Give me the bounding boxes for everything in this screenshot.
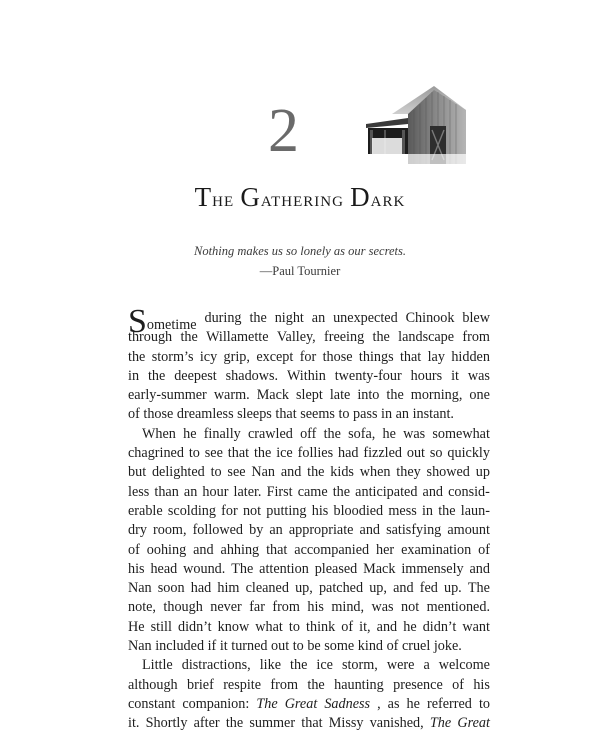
epigraph-source: —Paul Tournier	[259, 264, 341, 278]
text-line: but delighted to see Nan and the kids when they showed up	[128, 464, 490, 481]
text-line: erable scolding for not putting his bloodied mess in the laun-	[128, 502, 490, 519]
text-line: through the Willamette Valley, freeing the landscape from	[128, 329, 490, 346]
text-line: in the deepest shadows. Within twenty-four hours it was	[128, 367, 490, 384]
chapter-number: 2	[268, 97, 299, 165]
text-line: He still didn’t know what to think of it, and he didn’t want	[128, 618, 490, 635]
drop-cap-group: Sometime	[128, 303, 197, 340]
text-line: Sometime during the night an unexpected Chinook blew	[128, 303, 490, 340]
text-line: Nan soon had him cleaned up, patched up, and fed up. The	[128, 580, 490, 597]
text-line: early-summer warm. Mack slept late into the morning, one	[128, 387, 490, 404]
barn-illustration	[362, 80, 466, 164]
text-line: of oohing and ahhing that accompanied her examination of	[128, 541, 490, 558]
chapter-title-word: Dark	[350, 182, 406, 212]
text-line: although brief respite from the haunting presence of his	[128, 676, 490, 693]
text-line: constant companion: The Great Sadness , as he referred to	[128, 695, 490, 712]
drop-cap: S	[128, 303, 147, 340]
text-line: less than an hour later. First came the anticipated and consid-	[128, 483, 490, 500]
chapter-title-word: The	[194, 182, 235, 212]
text-line: his head wound. The attention pleased Mack immensely and	[128, 560, 490, 577]
chapter-title-word: Gathering	[240, 182, 344, 212]
text-line: Nan included if it turned out to be some kind of cruel joke.	[128, 638, 462, 655]
text-line: of those dreamless sleeps that seems to pass in an instant.	[128, 406, 454, 423]
text-line: note, though never far from his mind, was not mentioned.	[128, 599, 490, 616]
text-line: When he finally crawled off the sofa, he was somewhat	[142, 425, 490, 442]
text-line: dry room, followed by an appropriate and satisfying amount	[128, 522, 490, 539]
body-text	[128, 303, 490, 734]
text-line: Little distractions, like the ice storm, were a welcome	[142, 657, 490, 674]
text-line: the storm’s icy grip, except for those things that lay hidden	[128, 348, 490, 365]
text-line: chagrined to see that the ice follies had fizzled out so quickly	[128, 445, 490, 462]
text-line: it. Shortly after the summer that Missy vanished, The Great	[128, 715, 490, 732]
epigraph-quote: Nothing makes us so lonely as our secrets.	[193, 244, 407, 258]
chapter-title	[0, 182, 600, 213]
